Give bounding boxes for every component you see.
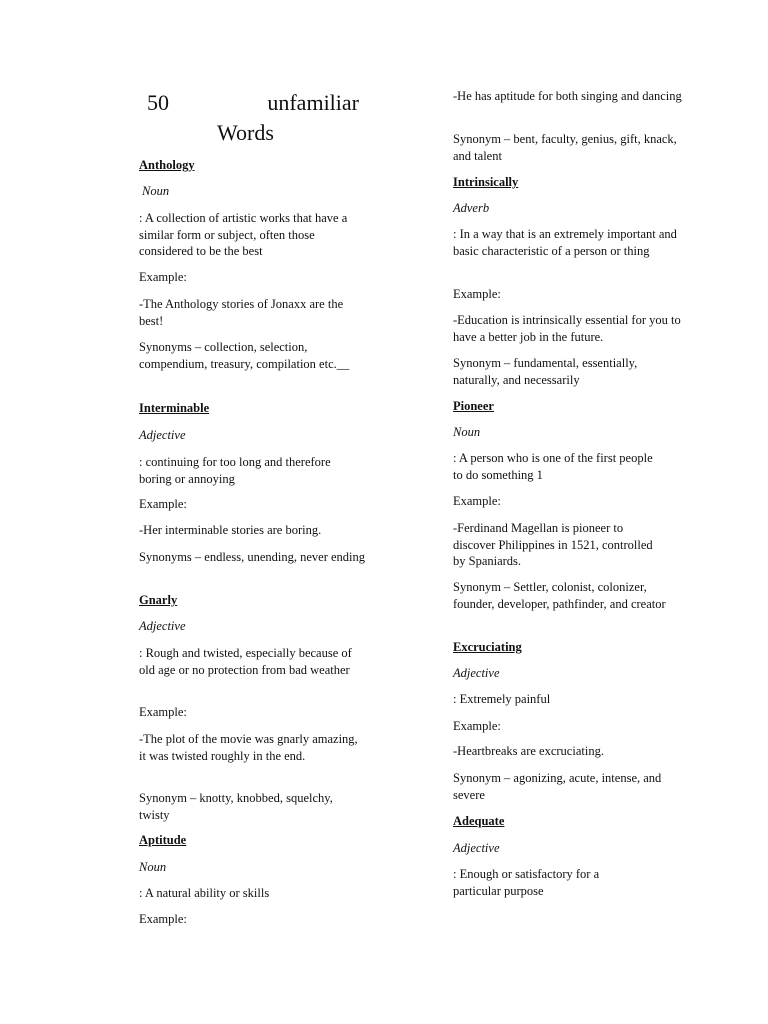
term-gnarly: Gnarly	[139, 593, 178, 607]
pos-anthology: Noun	[142, 184, 170, 198]
term-interminable: Interminable	[139, 401, 210, 415]
term-intrinsically: Intrinsically	[453, 175, 519, 189]
pos-gnarly: Adjective	[139, 619, 186, 633]
example-label-gnarly: Example:	[139, 705, 187, 719]
term-adequate: Adequate	[453, 814, 505, 828]
example-gnarly: -The plot of the movie was gnarly amazing, it was twisted roughly in the end.	[139, 732, 358, 763]
definition-intrinsically: : In a way that is an extremely important and basic characteristic of a person or thing	[453, 227, 677, 258]
pos-interminable: Adjective	[139, 428, 186, 442]
definition-gnarly: : Rough and twisted, especially because of old age or no protection from bad weather	[139, 646, 352, 677]
example-label-aptitude: Example:	[139, 912, 187, 926]
title-word-words: Words	[217, 120, 274, 145]
example-label-anthology: Example:	[139, 270, 187, 284]
pos-excruciating: Adjective	[453, 666, 500, 680]
pos-intrinsically: Adverb	[453, 201, 490, 215]
synonyms-pioneer: Synonym – Settler, colonist, colonizer, founder, developer, pathfinder, and creator	[453, 580, 666, 611]
synonyms-anthology: Synonyms – collection, selection, compendium, treasury, compilation etc.__	[139, 340, 350, 371]
definition-interminable: : continuing for too long and therefore boring or annoying	[139, 455, 331, 486]
example-pioneer: -Ferdinand Magellan is pioneer to discover Philippines in 1521, controlled by Spaniards.	[453, 521, 653, 568]
synonyms-gnarly: Synonym – knotty, knobbed, squelchy, twisty	[139, 791, 333, 822]
example-intrinsically: -Education is intrinsically essential for you to have a better job in the future.	[453, 313, 681, 344]
example-interminable: -Her interminable stories are boring.	[139, 523, 322, 537]
term-pioneer: Pioneer	[453, 399, 494, 413]
definition-excruciating: : Extremely painful	[453, 692, 551, 706]
term-excruciating: Excruciating	[453, 640, 522, 654]
title-number: 50	[147, 90, 169, 115]
term-anthology: Anthology	[139, 158, 195, 172]
definition-adequate: : Enough or satisfactory for a particular purpose	[453, 867, 600, 898]
pos-pioneer: Noun	[453, 425, 481, 439]
example-anthology: -The Anthology stories of Jonaxx are the best!	[139, 297, 344, 328]
synonyms-intrinsically: Synonym – fundamental, essentially, naturally, and necessarily	[453, 356, 638, 387]
definition-pioneer: : A person who is one of the first people to do something 1	[453, 451, 653, 482]
definition-aptitude: : A natural ability or skills	[139, 886, 270, 900]
synonyms-aptitude: Synonym – bent, faculty, genius, gift, knack, and talent	[453, 132, 677, 163]
example-aptitude: -He has aptitude for both singing and dancing	[453, 89, 682, 103]
definition-anthology: : A collection of artistic works that have a similar form or subject, often those considered to be the best	[139, 211, 348, 258]
synonyms-interminable: Synonyms – endless, unending, never ending	[139, 550, 366, 564]
example-excruciating: -Heartbreaks are excruciating.	[453, 744, 604, 758]
example-label-pioneer: Example:	[453, 494, 501, 508]
example-label-intrinsically: Example:	[453, 287, 501, 301]
example-label-interminable: Example:	[139, 497, 187, 511]
synonyms-excruciating: Synonym – agonizing, acute, intense, and severe	[453, 771, 662, 802]
example-label-excruciating: Example:	[453, 719, 501, 733]
page-title	[139, 88, 369, 148]
pos-adequate: Adjective	[453, 841, 500, 855]
term-aptitude: Aptitude	[139, 833, 187, 847]
title-word-unfamiliar: unfamiliar	[267, 90, 359, 115]
pos-aptitude: Noun	[139, 860, 167, 874]
